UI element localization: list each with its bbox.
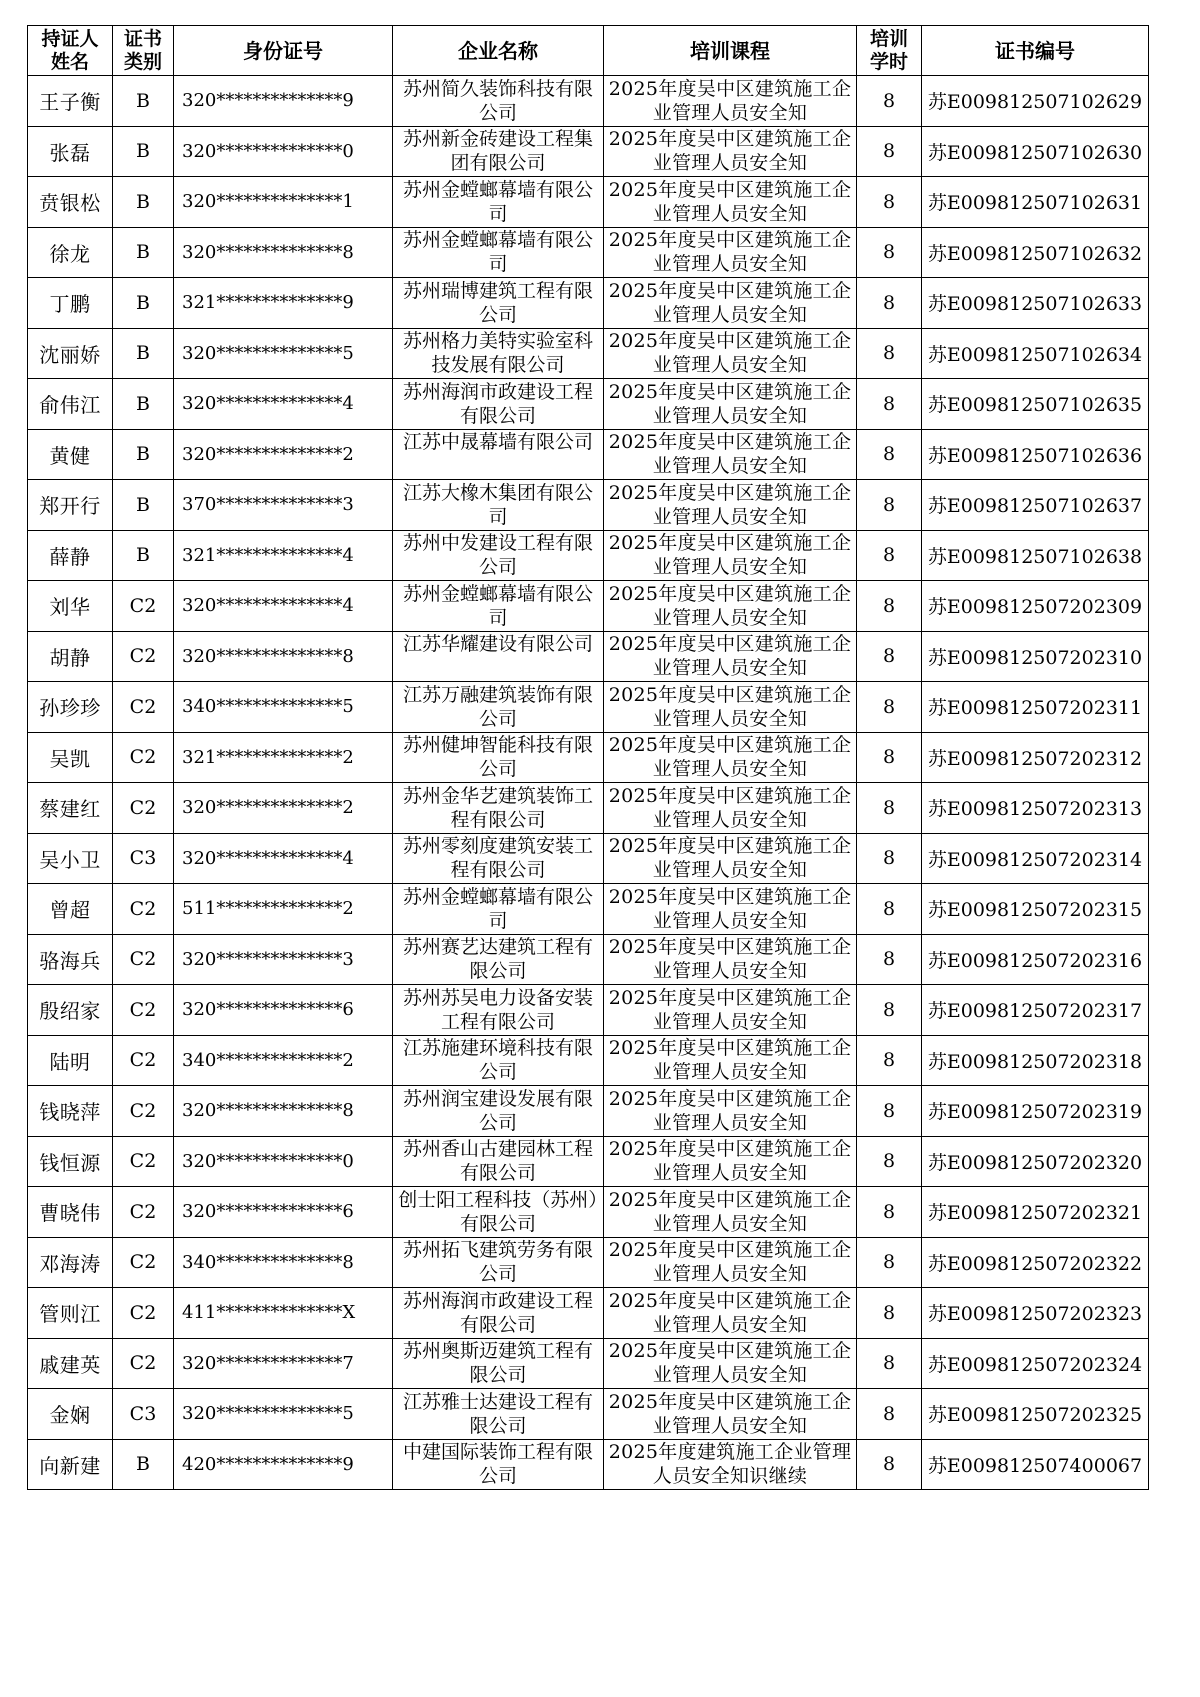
cell-holder-name: 胡静: [28, 631, 113, 682]
cell-holder-name: 贲银松: [28, 177, 113, 228]
table-row: [28, 1439, 1149, 1490]
cell-cert-category: C2: [113, 1035, 174, 1086]
cell-company: [393, 783, 604, 834]
cell-cert-number: 苏E009812507202315: [922, 884, 1149, 935]
cell-company-text: 苏州拓飞建筑劳务有限公司: [402, 1239, 593, 1286]
cell-company-text: 苏州格力美特实验室科技发展有限公司: [402, 330, 593, 377]
cell-holder-name: 金娴: [28, 1389, 113, 1440]
cell-id-number: 320**************6: [174, 985, 393, 1036]
cell-cert-number: 苏E009812507202324: [922, 1338, 1149, 1389]
cell-cert-number: 苏E009812507202311: [922, 682, 1149, 733]
cell-course-text: 2025年度吴中区建筑施工企业管理人员安全知: [608, 1289, 852, 1336]
cell-id-number: 320**************4: [174, 379, 393, 430]
cell-course: [604, 1389, 857, 1440]
cell-id-number: 321**************9: [174, 278, 393, 329]
cell-course-text: 2025年度吴中区建筑施工企业管理人员安全知: [608, 633, 852, 680]
cell-company: [393, 833, 604, 884]
cell-company: [393, 732, 604, 783]
cell-cert-number: 苏E009812507202317: [922, 985, 1149, 1036]
cell-company: [393, 76, 604, 127]
cell-hours: 8: [857, 732, 922, 783]
table-row: [28, 76, 1149, 127]
cell-company-text: 江苏大橡木集团有限公司: [402, 481, 593, 528]
cell-course-text: 2025年度吴中区建筑施工企业管理人员安全知: [608, 279, 852, 326]
cell-hours: 8: [857, 833, 922, 884]
cell-company: [393, 1035, 604, 1086]
cell-company: [393, 985, 604, 1036]
cell-course-text: 2025年度吴中区建筑施工企业管理人员安全知: [608, 330, 852, 377]
table-row: [28, 985, 1149, 1036]
cell-id-number: 321**************2: [174, 732, 393, 783]
cell-cert-number: 苏E009812507202320: [922, 1136, 1149, 1187]
cell-course: [604, 76, 857, 127]
cell-holder-name: 邓海涛: [28, 1237, 113, 1288]
cell-course: [604, 1035, 857, 1086]
cell-cert-category: B: [113, 1439, 174, 1490]
table-row: [28, 1389, 1149, 1440]
cell-company: [393, 581, 604, 632]
cell-id-number: 340**************5: [174, 682, 393, 733]
cell-company: [393, 379, 604, 430]
cell-course-text: 2025年度吴中区建筑施工企业管理人员安全知: [608, 1037, 852, 1084]
table-row: [28, 833, 1149, 884]
cell-id-number: 320**************4: [174, 581, 393, 632]
cell-cert-number: 苏E009812507202309: [922, 581, 1149, 632]
table-row: [28, 1338, 1149, 1389]
cell-cert-category: C3: [113, 1389, 174, 1440]
cell-company-text: 江苏中晟幕墙有限公司: [402, 431, 593, 454]
cell-company-text: 苏州金螳螂幕墙有限公司: [402, 885, 593, 932]
cell-course: [604, 682, 857, 733]
table-row: [28, 631, 1149, 682]
cell-hours: 8: [857, 379, 922, 430]
cell-hours: 8: [857, 1086, 922, 1137]
table-row: [28, 480, 1149, 531]
cell-company-text: 苏州香山古建园林工程有限公司: [402, 1138, 593, 1185]
cell-company-text: 苏州海润市政建设工程有限公司: [402, 1289, 593, 1336]
cell-id-number: 511**************2: [174, 884, 393, 935]
cell-hours: 8: [857, 328, 922, 379]
cell-course: [604, 884, 857, 935]
cell-id-number: 320**************7: [174, 1338, 393, 1389]
cell-hours: 8: [857, 581, 922, 632]
cell-id-number: 320**************8: [174, 227, 393, 278]
cell-course-text: 2025年度吴中区建筑施工企业管理人员安全知: [608, 1138, 852, 1185]
cell-hours: 8: [857, 1035, 922, 1086]
cell-company: [393, 934, 604, 985]
cell-holder-name: 蔡建红: [28, 783, 113, 834]
cell-holder-name: 徐龙: [28, 227, 113, 278]
cell-course-text: 2025年度吴中区建筑施工企业管理人员安全知: [608, 986, 852, 1033]
cell-cert-category: B: [113, 76, 174, 127]
cell-cert-category: B: [113, 227, 174, 278]
cell-company: [393, 682, 604, 733]
cell-course: [604, 126, 857, 177]
cell-cert-number: 苏E009812507202325: [922, 1389, 1149, 1440]
table-row: [28, 1237, 1149, 1288]
cell-course: [604, 1338, 857, 1389]
cell-course-text: 2025年度吴中区建筑施工企业管理人员安全知: [608, 835, 852, 882]
cell-id-number: 320**************9: [174, 76, 393, 127]
cell-holder-name: 向新建: [28, 1439, 113, 1490]
cell-course-text: 2025年度吴中区建筑施工企业管理人员安全知: [608, 1239, 852, 1286]
table-row: [28, 177, 1149, 228]
header-cert-number: 证书编号: [922, 26, 1149, 76]
cell-hours: 8: [857, 429, 922, 480]
table-row: [28, 278, 1149, 329]
cell-company-text: 苏州赛艺达建筑工程有限公司: [402, 936, 593, 983]
cell-company-text: 苏州零刻度建筑安装工程有限公司: [402, 835, 593, 882]
cell-company-text: 苏州健坤智能科技有限公司: [402, 734, 593, 781]
header-cert-category-line1: 证书: [123, 27, 162, 50]
table-row: [28, 530, 1149, 581]
cell-company-text: 苏州海润市政建设工程有限公司: [402, 380, 593, 427]
cell-id-number: 411**************X: [174, 1288, 393, 1339]
cell-course-text: 2025年度吴中区建筑施工企业管理人员安全知: [608, 77, 852, 124]
cell-company-text: 苏州金螳螂幕墙有限公司: [402, 178, 593, 225]
cell-hours: 8: [857, 76, 922, 127]
cell-company: [393, 884, 604, 935]
cell-cert-category: C2: [113, 1338, 174, 1389]
table-row: [28, 1035, 1149, 1086]
cell-company: [393, 480, 604, 531]
header-holder-name-line1: 持证人: [41, 27, 99, 50]
cell-hours: 8: [857, 1439, 922, 1490]
cell-cert-number: 苏E009812507202314: [922, 833, 1149, 884]
cell-course: [604, 480, 857, 531]
cell-cert-category: B: [113, 379, 174, 430]
table-row: [28, 1187, 1149, 1238]
cell-holder-name: 吴小卫: [28, 833, 113, 884]
cell-cert-category: B: [113, 480, 174, 531]
cell-cert-number: 苏E009812507102629: [922, 76, 1149, 127]
cell-course: [604, 1288, 857, 1339]
cell-holder-name: 黄健: [28, 429, 113, 480]
cell-id-number: 320**************8: [174, 631, 393, 682]
cell-holder-name: 戚建英: [28, 1338, 113, 1389]
cell-id-number: 320**************3: [174, 934, 393, 985]
cell-course-text: 2025年度吴中区建筑施工企业管理人员安全知: [608, 683, 852, 730]
table-header: [28, 26, 1149, 76]
cell-cert-number: 苏E009812507102631: [922, 177, 1149, 228]
cell-cert-category: C2: [113, 581, 174, 632]
cell-company: [393, 530, 604, 581]
cell-holder-name: 钱晓萍: [28, 1086, 113, 1137]
header-course: 培训课程: [604, 26, 857, 76]
cell-course: [604, 985, 857, 1036]
cell-cert-number: 苏E009812507202310: [922, 631, 1149, 682]
cell-hours: 8: [857, 530, 922, 581]
cell-course-text: 2025年度吴中区建筑施工企业管理人员安全知: [608, 431, 852, 478]
cell-company-text: 苏州润宝建设发展有限公司: [402, 1087, 593, 1134]
cell-cert-category: B: [113, 278, 174, 329]
cell-course-text: 2025年度吴中区建筑施工企业管理人员安全知: [608, 1188, 852, 1235]
cell-cert-number: 苏E009812507102632: [922, 227, 1149, 278]
table-row: [28, 732, 1149, 783]
cell-cert-number: 苏E009812507202316: [922, 934, 1149, 985]
cell-cert-number: 苏E009812507202313: [922, 783, 1149, 834]
cell-course-text: 2025年度建筑施工企业管理人员安全知识继续: [608, 1441, 852, 1488]
cell-holder-name: 郑开行: [28, 480, 113, 531]
cell-course-text: 2025年度吴中区建筑施工企业管理人员安全知: [608, 784, 852, 831]
cell-course-text: 2025年度吴中区建筑施工企业管理人员安全知: [608, 582, 852, 629]
table-row: [28, 581, 1149, 632]
table-row: [28, 934, 1149, 985]
cell-course-text: 2025年度吴中区建筑施工企业管理人员安全知: [608, 936, 852, 983]
cell-holder-name: 钱恒源: [28, 1136, 113, 1187]
cell-hours: 8: [857, 1237, 922, 1288]
cell-company-text: 苏州简久装饰科技有限公司: [402, 77, 593, 124]
cell-cert-number: 苏E009812507202322: [922, 1237, 1149, 1288]
cell-holder-name: 丁鹏: [28, 278, 113, 329]
cell-course-text: 2025年度吴中区建筑施工企业管理人员安全知: [608, 1087, 852, 1134]
cell-cert-category: B: [113, 177, 174, 228]
cell-course: [604, 581, 857, 632]
cell-cert-number: 苏E009812507102638: [922, 530, 1149, 581]
cell-cert-category: C2: [113, 732, 174, 783]
cell-cert-category: C3: [113, 833, 174, 884]
cell-course: [604, 1237, 857, 1288]
table-row: [28, 328, 1149, 379]
cell-id-number: 320**************5: [174, 328, 393, 379]
cell-course-text: 2025年度吴中区建筑施工企业管理人员安全知: [608, 1340, 852, 1387]
cell-holder-name: 陆明: [28, 1035, 113, 1086]
cell-hours: 8: [857, 278, 922, 329]
cell-course: [604, 177, 857, 228]
cell-hours: 8: [857, 177, 922, 228]
cell-cert-number: 苏E009812507202319: [922, 1086, 1149, 1137]
cell-id-number: 320**************6: [174, 1187, 393, 1238]
cell-cert-category: C2: [113, 682, 174, 733]
cell-cert-number: 苏E009812507102636: [922, 429, 1149, 480]
cell-course: [604, 783, 857, 834]
cell-company: [393, 126, 604, 177]
cell-hours: 8: [857, 783, 922, 834]
cell-cert-number: 苏E009812507400067: [922, 1439, 1149, 1490]
cell-company-text: 苏州瑞博建筑工程有限公司: [402, 279, 593, 326]
table-row: [28, 884, 1149, 935]
cell-company-text: 苏州金华艺建筑装饰工程有限公司: [402, 784, 593, 831]
cell-cert-category: C2: [113, 1136, 174, 1187]
cell-hours: 8: [857, 1187, 922, 1238]
cell-cert-category: C2: [113, 631, 174, 682]
cell-holder-name: 殷绍家: [28, 985, 113, 1036]
cell-company: [393, 1086, 604, 1137]
cell-cert-category: C2: [113, 1288, 174, 1339]
cell-id-number: 320**************4: [174, 833, 393, 884]
cell-cert-number: 苏E009812507102637: [922, 480, 1149, 531]
cell-company-text: 苏州金螳螂幕墙有限公司: [402, 582, 593, 629]
certificate-sheet: [27, 25, 1148, 1490]
cell-company: [393, 278, 604, 329]
cell-holder-name: 薛静: [28, 530, 113, 581]
cell-company-text: 江苏雅士达建设工程有限公司: [402, 1390, 593, 1437]
table-row: [28, 429, 1149, 480]
cell-holder-name: 管则江: [28, 1288, 113, 1339]
table-row: [28, 682, 1149, 733]
cell-company: [393, 1338, 604, 1389]
cell-cert-number: 苏E009812507102633: [922, 278, 1149, 329]
header-company: 企业名称: [393, 26, 604, 76]
cell-course: [604, 1086, 857, 1137]
cell-course: [604, 278, 857, 329]
cell-cert-category: C2: [113, 934, 174, 985]
cell-cert-number: 苏E009812507102634: [922, 328, 1149, 379]
table-row: [28, 783, 1149, 834]
cell-course: [604, 429, 857, 480]
cell-cert-number: 苏E009812507102635: [922, 379, 1149, 430]
cell-hours: 8: [857, 1389, 922, 1440]
cell-course-text: 2025年度吴中区建筑施工企业管理人员安全知: [608, 380, 852, 427]
cell-id-number: 320**************8: [174, 1086, 393, 1137]
cell-course-text: 2025年度吴中区建筑施工企业管理人员安全知: [608, 532, 852, 579]
cell-course-text: 2025年度吴中区建筑施工企业管理人员安全知: [608, 885, 852, 932]
cell-cert-number: 苏E009812507202323: [922, 1288, 1149, 1339]
header-hours: [857, 26, 922, 76]
table-row: [28, 1136, 1149, 1187]
table-body: [28, 76, 1149, 1490]
cell-cert-category: B: [113, 126, 174, 177]
cell-course: [604, 379, 857, 430]
cell-company: [393, 227, 604, 278]
cell-company-text: 苏州中发建设工程有限公司: [402, 532, 593, 579]
cell-hours: 8: [857, 126, 922, 177]
cell-id-number: 320**************0: [174, 1136, 393, 1187]
cell-cert-category: C2: [113, 1237, 174, 1288]
cell-course-text: 2025年度吴中区建筑施工企业管理人员安全知: [608, 734, 852, 781]
cell-course: [604, 732, 857, 783]
cell-holder-name: 骆海兵: [28, 934, 113, 985]
cell-course-text: 2025年度吴中区建筑施工企业管理人员安全知: [608, 1390, 852, 1437]
header-cert-category: [113, 26, 174, 76]
cell-company-text: 苏州新金砖建设工程集团有限公司: [402, 128, 593, 175]
cell-holder-name: 张磊: [28, 126, 113, 177]
header-cert-category-line2: 类别: [123, 50, 162, 73]
cell-id-number: 320**************2: [174, 783, 393, 834]
table-row: [28, 379, 1149, 430]
cell-course: [604, 328, 857, 379]
cell-holder-name: 俞伟江: [28, 379, 113, 430]
cell-cert-category: B: [113, 429, 174, 480]
header-hours-line2: 学时: [869, 50, 908, 73]
cell-cert-category: B: [113, 530, 174, 581]
cell-id-number: 320**************2: [174, 429, 393, 480]
cell-cert-category: C2: [113, 1086, 174, 1137]
cell-company-text: 苏州苏吴电力设备安装工程有限公司: [402, 986, 593, 1033]
cell-hours: 8: [857, 682, 922, 733]
cell-course-text: 2025年度吴中区建筑施工企业管理人员安全知: [608, 128, 852, 175]
cell-course-text: 2025年度吴中区建筑施工企业管理人员安全知: [608, 481, 852, 528]
cell-company-text: 江苏华耀建设有限公司: [402, 633, 593, 656]
cell-cert-category: C2: [113, 884, 174, 935]
certificate-table: [27, 25, 1149, 1490]
cell-course: [604, 1187, 857, 1238]
cell-holder-name: 沈丽娇: [28, 328, 113, 379]
cell-course: [604, 833, 857, 884]
cell-id-number: 340**************2: [174, 1035, 393, 1086]
cell-hours: 8: [857, 1288, 922, 1339]
cell-course-text: 2025年度吴中区建筑施工企业管理人员安全知: [608, 229, 852, 276]
cell-company: [393, 1288, 604, 1339]
cell-course: [604, 1439, 857, 1490]
cell-holder-name: 刘华: [28, 581, 113, 632]
cell-hours: 8: [857, 934, 922, 985]
cell-company: [393, 631, 604, 682]
cell-company: [393, 1187, 604, 1238]
cell-hours: 8: [857, 631, 922, 682]
table-row: [28, 227, 1149, 278]
cell-holder-name: 王子衡: [28, 76, 113, 127]
cell-company-text: 创士阳工程科技（苏州）有限公司: [398, 1188, 598, 1235]
table-row: [28, 126, 1149, 177]
cell-company: [393, 1237, 604, 1288]
cell-hours: 8: [857, 1338, 922, 1389]
cell-id-number: 420**************9: [174, 1439, 393, 1490]
cell-id-number: 370**************3: [174, 480, 393, 531]
cell-hours: 8: [857, 227, 922, 278]
header-hours-line1: 培训: [869, 27, 908, 50]
cell-cert-number: 苏E009812507102630: [922, 126, 1149, 177]
cell-hours: 8: [857, 884, 922, 935]
cell-cert-number: 苏E009812507202318: [922, 1035, 1149, 1086]
cell-company-text: 苏州奥斯迈建筑工程有限公司: [402, 1340, 593, 1387]
cell-holder-name: 孙珍珍: [28, 682, 113, 733]
header-id-number: 身份证号: [174, 26, 393, 76]
cell-course: [604, 934, 857, 985]
cell-company-text: 江苏施建环境科技有限公司: [402, 1037, 593, 1084]
cell-company: [393, 177, 604, 228]
cell-hours: 8: [857, 480, 922, 531]
cell-company: [393, 1136, 604, 1187]
cell-id-number: 320**************1: [174, 177, 393, 228]
cell-company: [393, 429, 604, 480]
cell-course: [604, 530, 857, 581]
header-holder-name-line2: 姓名: [50, 50, 89, 73]
cell-hours: 8: [857, 985, 922, 1036]
table-row: [28, 1288, 1149, 1339]
cell-holder-name: 曾超: [28, 884, 113, 935]
cell-course: [604, 227, 857, 278]
cell-company-text: 中建国际装饰工程有限公司: [402, 1441, 593, 1488]
cell-course-text: 2025年度吴中区建筑施工企业管理人员安全知: [608, 178, 852, 225]
header-row: [28, 26, 1149, 76]
cell-company-text: 江苏万融建筑装饰有限公司: [402, 683, 593, 730]
header-holder-name: [28, 26, 113, 76]
cell-hours: 8: [857, 1136, 922, 1187]
cell-cert-category: C2: [113, 783, 174, 834]
cell-course: [604, 631, 857, 682]
cell-cert-number: 苏E009812507202312: [922, 732, 1149, 783]
cell-id-number: 320**************5: [174, 1389, 393, 1440]
table-row: [28, 1086, 1149, 1137]
cell-course: [604, 1136, 857, 1187]
cell-cert-category: C2: [113, 1187, 174, 1238]
cell-company-text: 苏州金螳螂幕墙有限公司: [402, 229, 593, 276]
cell-company: [393, 328, 604, 379]
cell-id-number: 340**************8: [174, 1237, 393, 1288]
cell-cert-category: C2: [113, 985, 174, 1036]
cell-company: [393, 1389, 604, 1440]
cell-company: [393, 1439, 604, 1490]
cell-holder-name: 曹晓伟: [28, 1187, 113, 1238]
cell-id-number: 320**************0: [174, 126, 393, 177]
cell-id-number: 321**************4: [174, 530, 393, 581]
cell-cert-category: B: [113, 328, 174, 379]
cell-cert-number: 苏E009812507202321: [922, 1187, 1149, 1238]
cell-holder-name: 吴凯: [28, 732, 113, 783]
